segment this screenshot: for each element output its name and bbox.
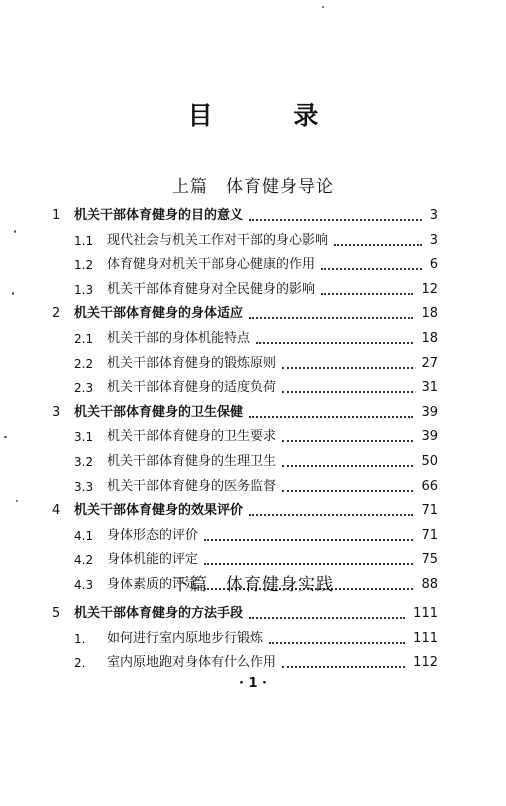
dot-leader [269,642,405,644]
dot-leader [321,293,413,295]
toc-entry-title: 如何进行室内原地步行锻炼 [107,630,264,646]
section-heading: 上篇 体育健身导论 [172,177,334,197]
toc-chapter-row[interactable] [0,303,506,325]
toc-page-number: 75 [421,552,438,568]
toc-entry-number: 1.2 [74,258,94,273]
dot-leader [249,219,422,221]
dot-leader [282,490,413,492]
dot-leader [249,317,413,319]
toc-entry-number: 3.3 [74,479,94,494]
toc-section-row[interactable] [0,451,506,473]
toc-page-number: 66 [421,478,438,494]
toc-entry-title: 机关干部体育健身的目的意义 [74,208,244,223]
toc-entry-title: 身体机能的评定 [107,552,199,568]
toc-entry-title: 室内原地跑对身体有什么作用 [107,655,277,671]
toc-entry-number: 2.1 [74,332,94,346]
toc-entry-title: 机关干部体育健身对全民健身的影响 [107,281,316,297]
toc-entry-title: 机关干部体育健身的方法手段 [74,606,244,621]
toc-entry-title: 机关干部体育健身的医务监督 [107,478,277,494]
toc-page-number: 88 [421,577,438,592]
dot-leader [249,416,413,418]
toc-page-number: 31 [421,380,438,396]
toc-section-row[interactable] [0,549,506,571]
scan-speck [16,500,18,502]
toc-page-number: 12 [421,281,438,297]
toc-entry-title: 机关干部的身体机能特点 [107,331,251,346]
toc-entry-title: 身体形态的评价 [107,527,199,543]
toc-section-row[interactable] [0,426,506,448]
toc-page-number: 18 [421,306,438,322]
section-heading: 下篇 体育健身实践 [172,575,334,595]
toc-page-number: 111 [413,606,438,621]
toc-section-row[interactable] [0,628,506,650]
toc-entry-title: 身体素质的评定 [107,577,199,592]
toc-chapter-row[interactable] [0,500,506,522]
toc-section-row[interactable] [0,230,506,252]
toc-entry-number: 4.1 [74,528,94,543]
toc-entry-number: 1. [74,631,86,646]
toc-entry-number: 1.1 [74,233,94,248]
dot-leader [282,465,413,467]
toc-section-row[interactable] [0,525,506,547]
toc-page-number: 111 [413,630,438,646]
dot-leader [282,440,413,442]
toc-page-number: 3 [429,208,438,223]
dot-leader [204,563,413,565]
toc-page-number: 71 [421,527,438,543]
toc-entry-number: 1 [52,208,61,223]
toc-chapter-row[interactable] [0,205,506,227]
page-title: 目 录 [187,101,355,130]
toc-page-number: 39 [421,404,438,420]
toc-entry-number: 2.2 [74,356,94,371]
toc-entry-number: 4.2 [74,553,94,568]
toc-entry-number: 4 [52,503,61,519]
scan-speck [14,230,16,233]
toc-section-row[interactable] [0,254,506,276]
toc-page-number: 6 [429,257,438,273]
toc-entry-number: 5 [52,606,61,621]
toc-entry-title: 机关干部体育健身的卫生要求 [107,429,277,445]
dot-leader [321,268,422,270]
dot-leader [204,539,413,541]
toc-entry-title: 机关干部体育健身的适度负荷 [107,380,277,396]
toc-entry-title: 机关干部体育健身的锻炼原则 [107,355,277,371]
toc-chapter-row[interactable] [0,603,506,625]
scan-speck [12,292,14,295]
toc-entry-number: 2. [74,656,86,671]
toc-section-row[interactable] [0,353,506,375]
toc-section-row[interactable] [0,652,506,674]
toc-entry-number: 1.3 [74,282,94,297]
toc-section-row[interactable] [0,279,506,301]
dot-leader [282,367,413,369]
scan-speck [322,6,324,8]
page-number: · 1 · [239,676,267,691]
toc-section-row[interactable] [0,476,506,498]
toc-page-number: 39 [421,429,438,445]
toc-page-number: 3 [429,232,438,248]
dot-leader [282,666,405,668]
toc-entry-number: 2.3 [74,381,94,396]
dot-leader [249,617,405,619]
toc-section-row[interactable] [0,328,506,350]
toc-entry-title: 现代社会与机关工作对干部的身心影响 [107,232,329,248]
toc-chapter-row[interactable] [0,402,506,424]
toc-page-number: 71 [421,503,438,519]
toc-section-row[interactable] [0,377,506,399]
toc-page-number: 112 [413,655,438,671]
toc-page-number: 50 [421,454,438,469]
toc-entry-title: 机关干部体育健身的生理卫生 [107,454,277,469]
toc-page-number: 27 [421,355,438,371]
dot-leader [334,244,422,246]
toc-entry-title: 体育健身对机关干部身心健康的作用 [107,257,316,273]
toc-entry-number: 4.3 [74,578,94,592]
toc-entry-title: 机关干部体育健身的身体适应 [74,306,244,322]
toc-entry-number: 2 [52,306,61,322]
toc-entry-number: 3 [52,404,61,420]
toc-entry-number: 3.2 [74,455,94,469]
toc-entry-number: 3.1 [74,430,94,445]
toc-entry-title: 机关干部体育健身的效果评价 [74,503,244,519]
toc-page-number: 18 [421,331,438,346]
dot-leader [282,391,413,393]
toc-entry-title: 机关干部体育健身的卫生保健 [74,404,244,420]
dot-leader [249,514,413,516]
scan-speck [4,436,7,438]
dot-leader [256,342,413,344]
